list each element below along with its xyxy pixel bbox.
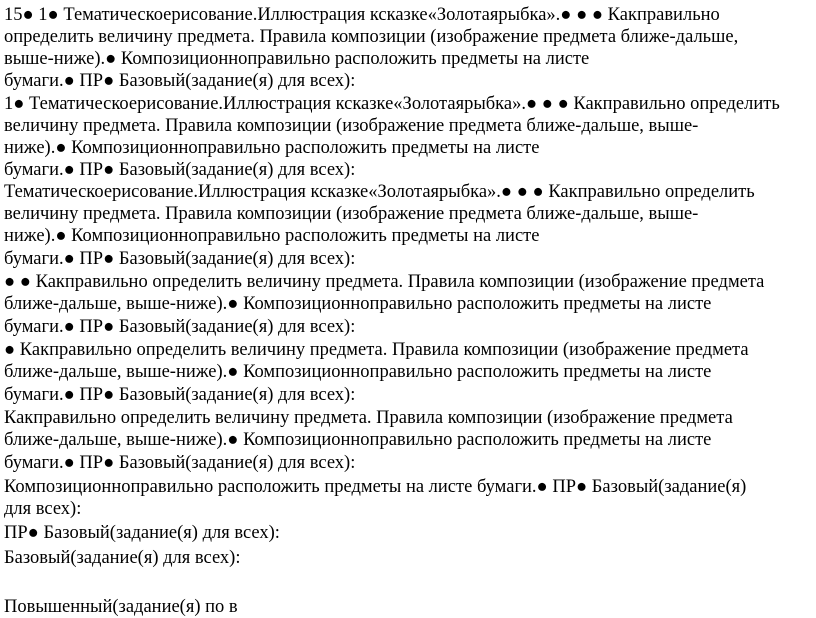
text-line-15: бумаги.● ПР● Базовый(задание(я) для всех): — [4, 317, 356, 337]
text-line-17: ближе-дальше, выше-ниже).● Композиционноправильно расположить предметы на листе — [4, 362, 712, 382]
text-line-3: выше-ниже).● Композиционноправильно расположить предметы на листе — [4, 49, 590, 69]
text-line-4: бумаги.● ПР● Базовый(задание(я) для всех): — [4, 71, 356, 91]
text-line-18: бумаги.● ПР● Базовый(задание(я) для всех): — [4, 385, 356, 405]
text-line-24: ПР● Базовый(задание(я) для всех): — [4, 523, 280, 543]
text-line-25: Базовый(задание(я) для всех): — [4, 548, 241, 568]
text-line-14: ближе-дальше, выше-ниже).● Композиционноправильно расположить предметы на листе — [4, 294, 712, 314]
text-line-23: для всех): — [4, 499, 82, 519]
text-line-13: ● ● Какправильно определить величину предмета. Правила композиции (изображение предмета — [4, 272, 765, 292]
text-line-7: ниже).● Композиционноправильно расположить предметы на листе — [4, 138, 540, 158]
text-line-11: ниже).● Композиционноправильно расположить предметы на листе — [4, 226, 540, 246]
text-line-6: величину предмета. Правила композиции (изображение предмета ближе-дальше, выше- — [4, 116, 699, 136]
text-line-19: Какправильно определить величину предмета. Правила композиции (изображение предмета — [4, 408, 733, 428]
text-line-22: Композиционноправильно расположить предметы на листе бумаги.● ПР● Базовый(задание(я) — [4, 477, 747, 497]
text-line-9: Тематическоерисование.Иллюстрация ксказке«Золотаярыбка».● ● ● Какправильно определить — [4, 182, 755, 202]
text-line-10: величину предмета. Правила композиции (изображение предмета ближе-дальше, выше- — [4, 204, 699, 224]
text-line-5: 1● Тематическоерисование.Иллюстрация ксказке«Золотаярыбка».● ● ● Какправильно определить — [4, 94, 780, 114]
text-line-2: определить величину предмета. Правила композиции (изображение предмета ближе-дальше, — [4, 27, 739, 47]
text-line-12: бумаги.● ПР● Базовый(задание(я) для всех): — [4, 249, 356, 269]
text-line-21: бумаги.● ПР● Базовый(задание(я) для всех): — [4, 453, 356, 473]
text-line-16: ● Какправильно определить величину предмета. Правила композиции (изображение предмета — [4, 340, 749, 360]
text-line-20: ближе-дальше, выше-ниже).● Композиционноправильно расположить предметы на листе — [4, 430, 712, 450]
text-line-8: бумаги.● ПР● Базовый(задание(я) для всех): — [4, 160, 356, 180]
text-line-26: Повышенный(задание(я) по в — [4, 597, 238, 617]
text-line-1: 15● 1● Тематическоерисование.Иллюстрация ксказке«Золотаярыбка».● ● ● Какправильно — [4, 5, 720, 25]
